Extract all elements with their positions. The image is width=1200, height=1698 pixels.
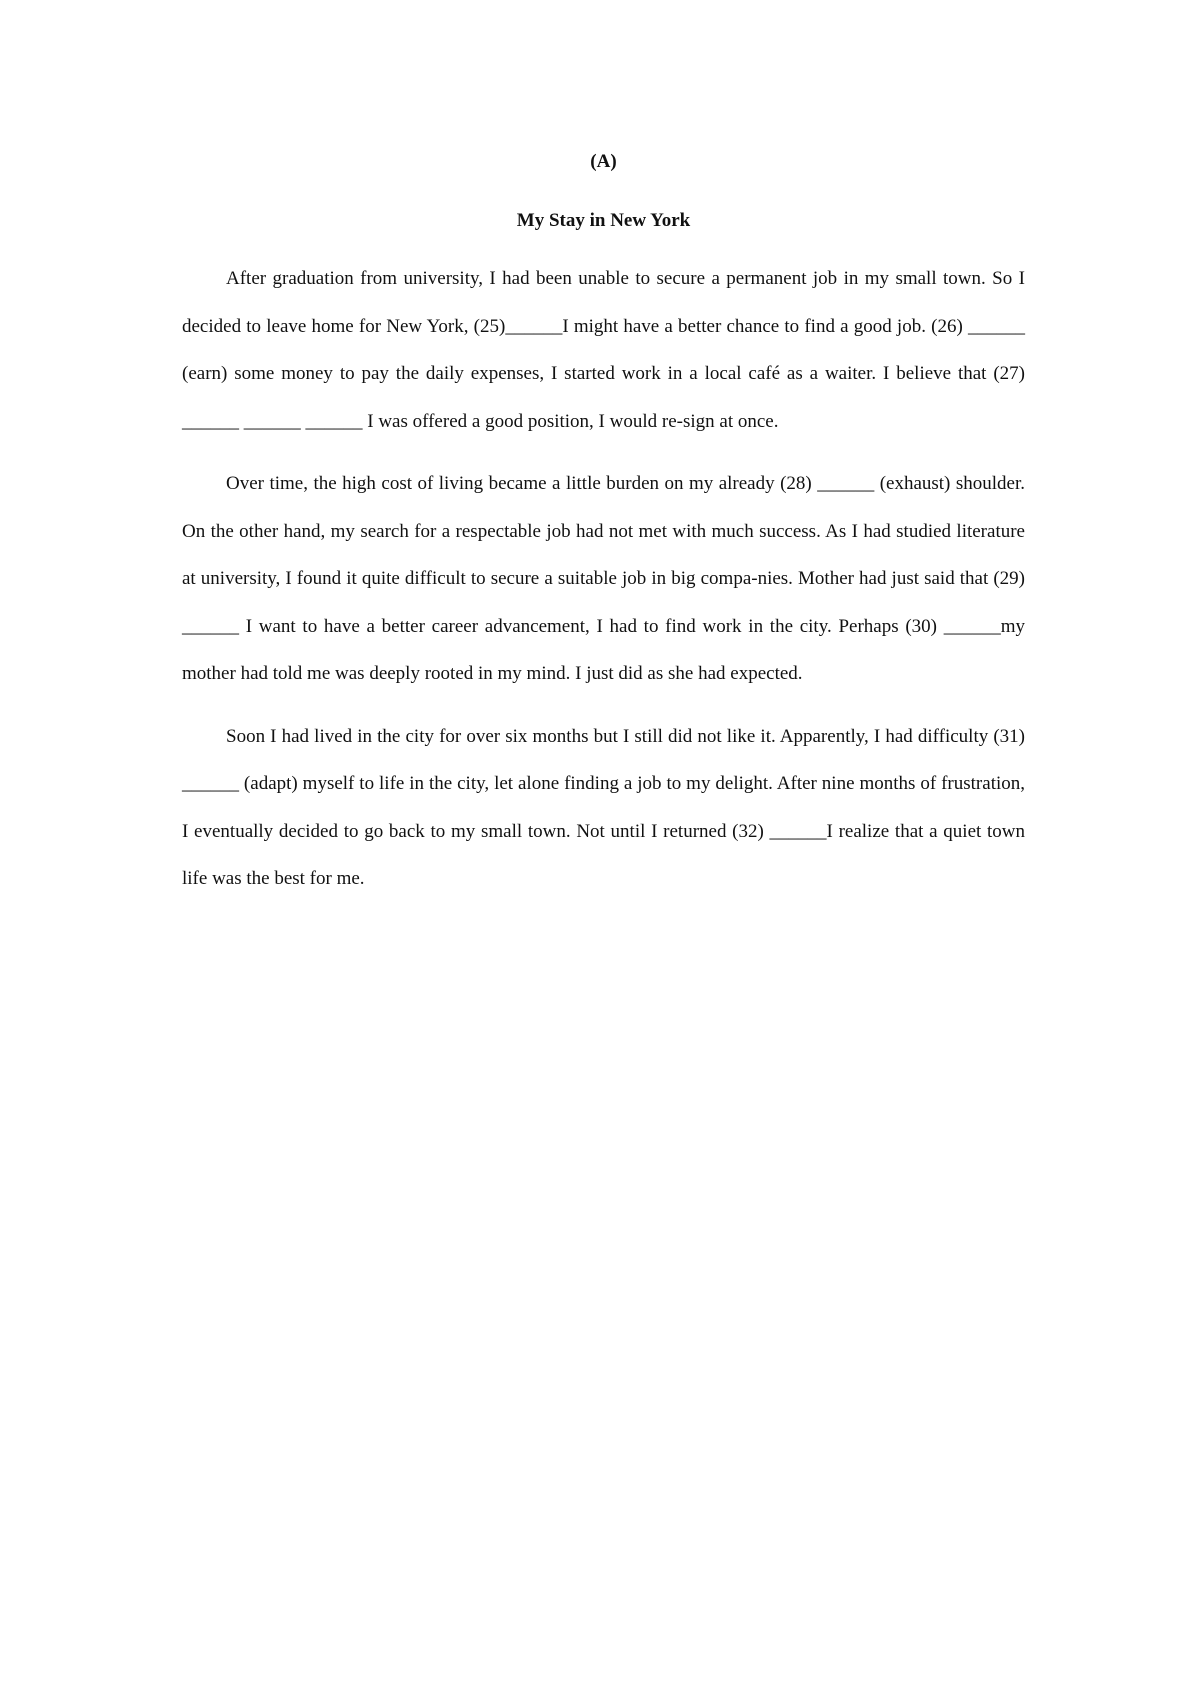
passage-title: My Stay in New York [516,210,691,231]
paragraph-1: After graduation from university, I had been unable to secure a permanent job in my small town. So I decided to leave home for New York, (25)______I might have a better chance to find a good job. (26) ______ (earn) some money to pay the daily expenses, I started work in a local café as a waiter. I believe that (27) ______ ______ ______ I was offered a good position, I would re-sign at once. [182,268,1025,432]
section-label: (A) [590,151,617,172]
paragraph-3: Soon I had lived in the city for over six months but I still did not like it. Apparently, I had difficulty (31) ______ (adapt) myself to life in the city, let alone finding a job to my delight. After nine months of frustration, I eventually decided to go back to my small town. Not until I returned (32) ______I realize that a quiet town life was the best for me. [182,725,1025,889]
paragraph-2: Over time, the high cost of living became a little burden on my already (28) ______ (exhaust) shoulder. On the other hand, my search for a respectable job had not met with much success. As I had studied literature at university, I found it quite difficult to secure a suitable job in big compa-nies. Mother had just said that (29) ______ I want to have a better career advancement, I had to find work in the city. Perhaps (30) ______my mother had told me was deeply rooted in my mind. I just did as she had expected. [182,473,1025,684]
document-page [182,150,1025,918]
